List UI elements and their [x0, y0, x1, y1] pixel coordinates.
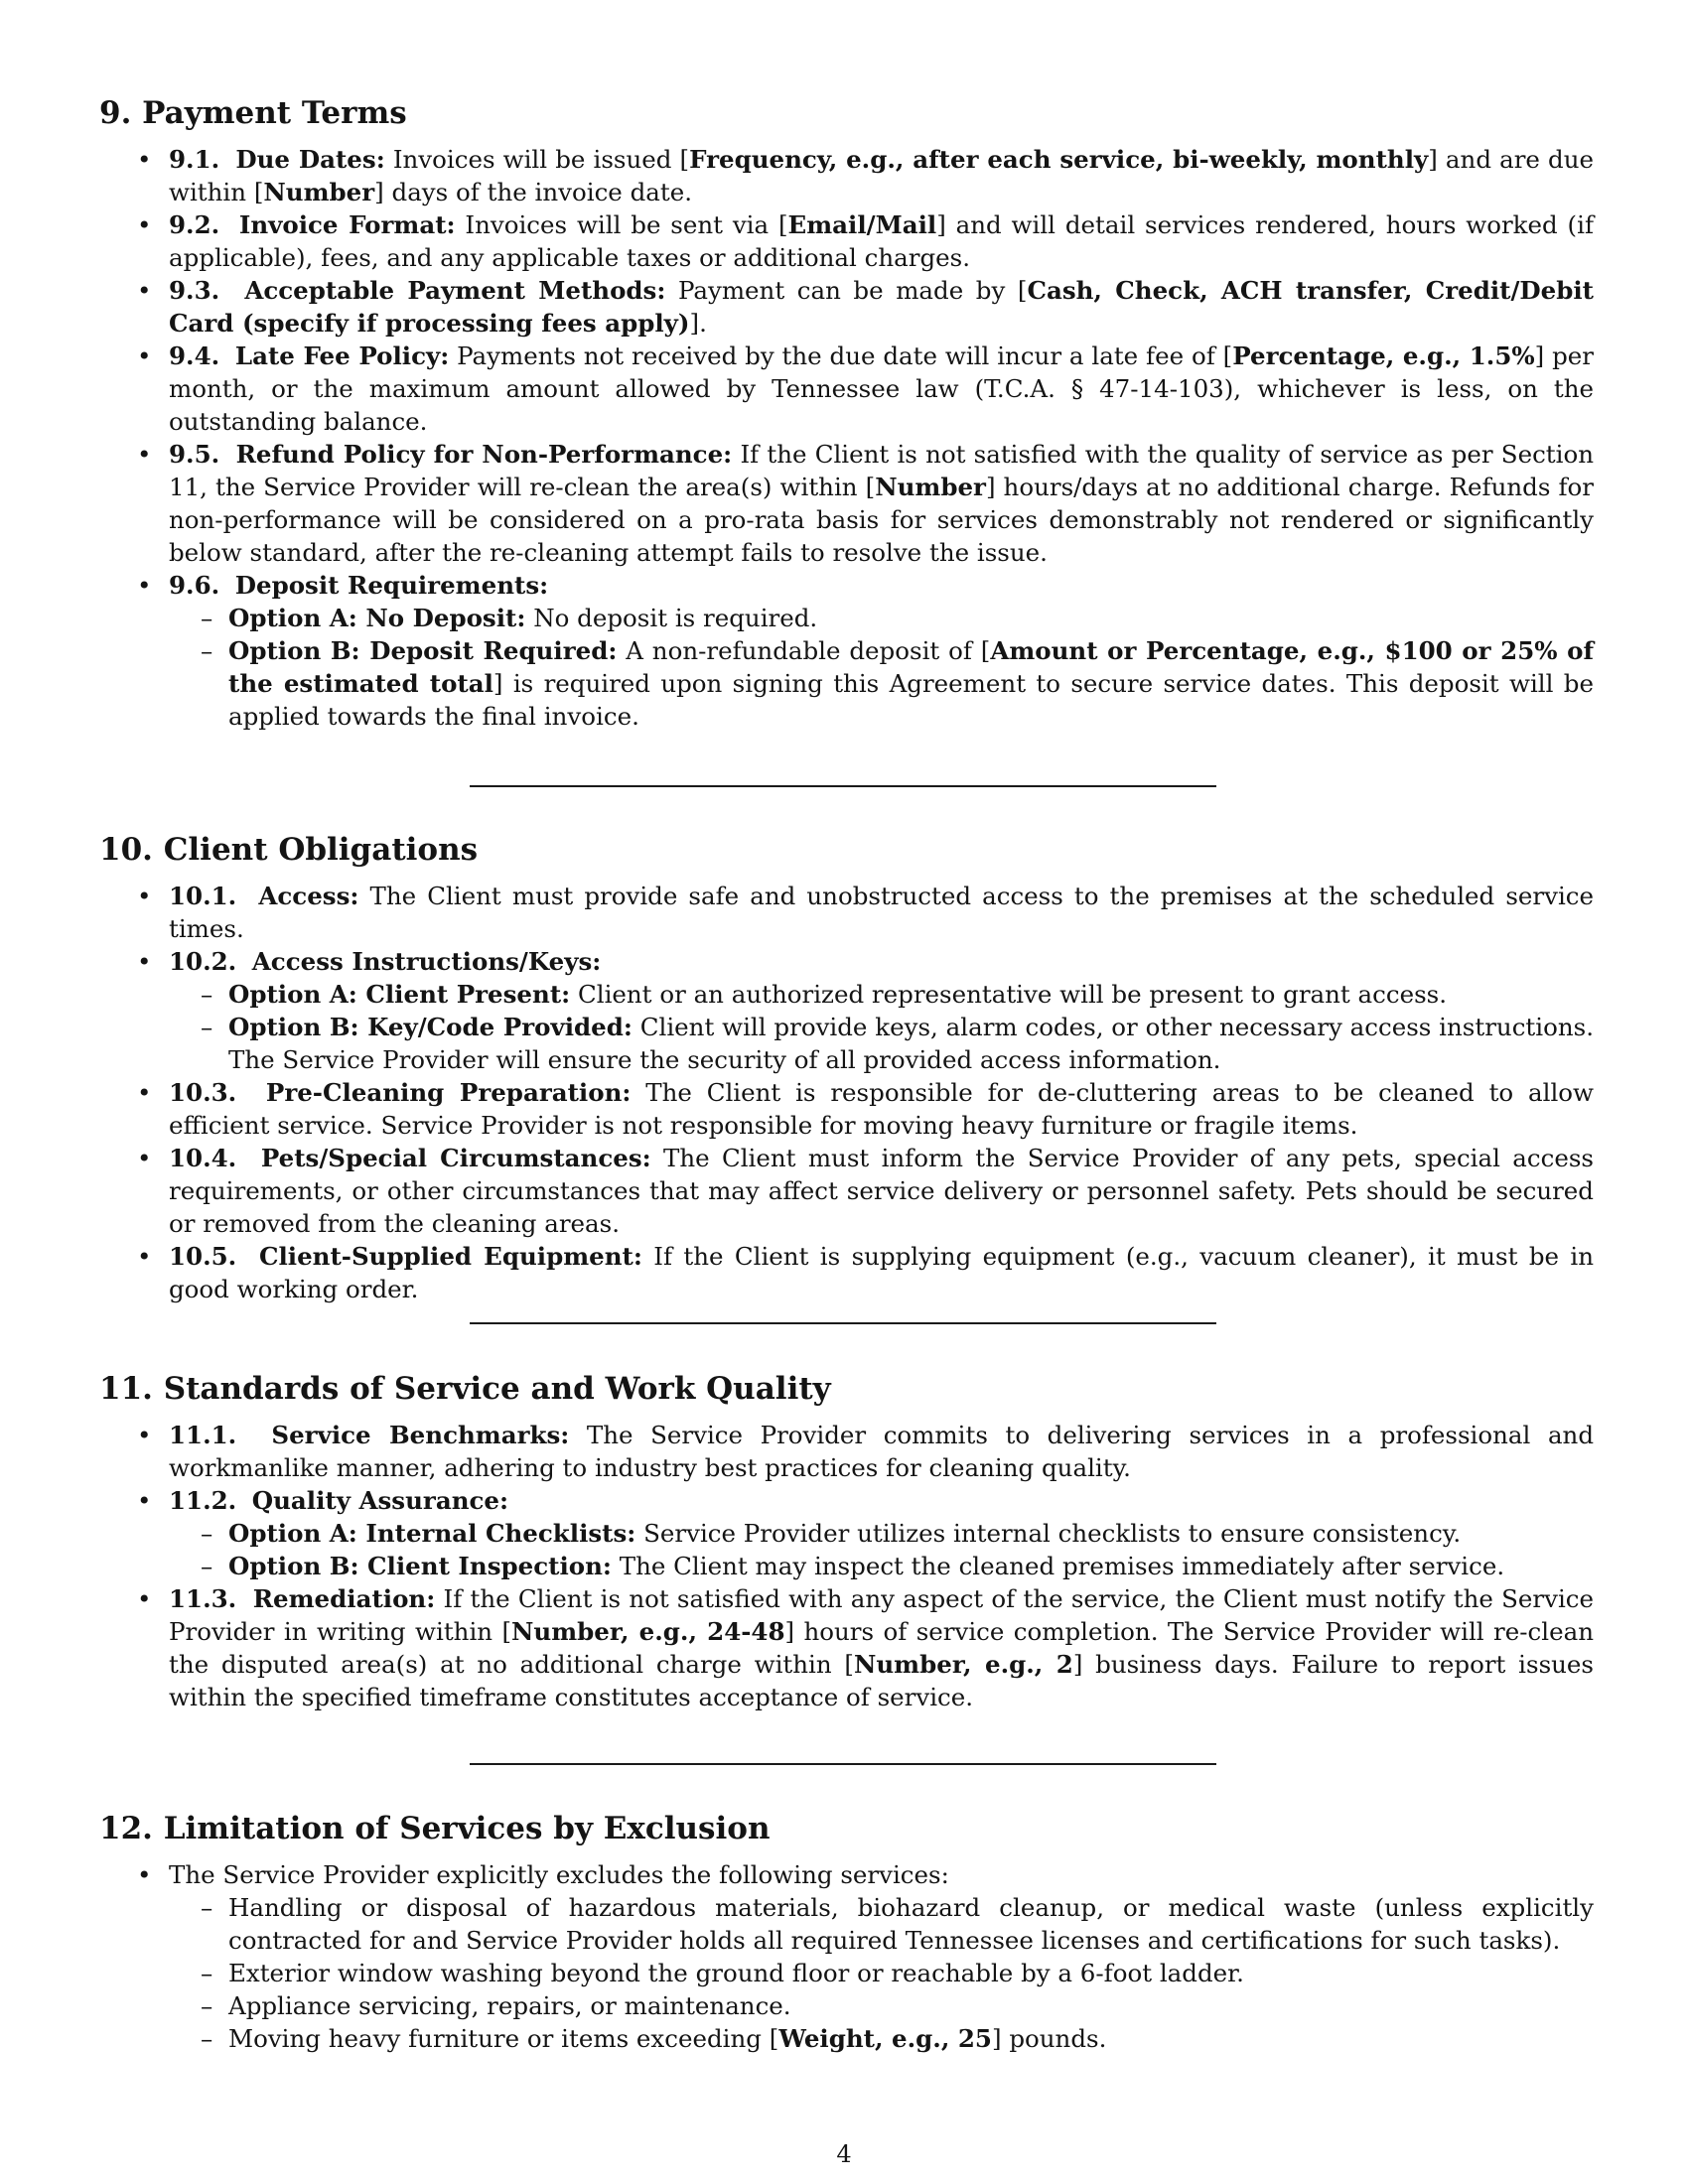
clause-10-2: • 10.2. Access Instructions/Keys: – Option A: Client Present: Client or an authorized representative will be present to grant access. – Option B: Key/Code Provided: Client will provide keys, alarm codes, or other necessary access instructions. The Service Provider will ensure the security of all provided access information.	[99, 945, 1594, 1076]
clause-11-1: • 11.1. Service Benchmarks: The Service Provider commits to delivering services in a professional and workmanlike manner, adhering to industry best practices for cleaning quality.	[99, 1419, 1594, 1484]
section-divider	[470, 1763, 1216, 1765]
section-standards-of-service	[99, 1369, 1594, 1713]
section-limitation-of-services	[99, 1809, 1594, 2055]
clause-10-5: • 10.5. Client-Supplied Equipment: If the Client is supplying equipment (e.g., vacuum cleaner), it must be in good working order.	[99, 1240, 1594, 1305]
exclusion-list	[169, 1891, 1594, 2055]
section-divider	[470, 1322, 1216, 1324]
section-heading: 9. Payment Terms	[99, 95, 407, 131]
exclusion-item: – Handling or disposal of hazardous materials, biohazard cleanup, or medical waste (unless explicitly contracted for and Service Provider holds all required Tennessee licenses and certifications for such tasks).	[169, 1891, 1594, 1957]
option-list	[169, 602, 1594, 733]
section-heading: 10. Client Obligations	[99, 832, 479, 868]
exclusion-intro: • The Service Provider explicitly excludes the following services: – Handling or disposal of hazardous materials, biohazard cleanup, or medical waste (unless explicitly contracted for and Service Provider holds all required Tennessee licenses and certifications for such tasks). – Exterior window washing beyond the ground floor or reachable by a 6-foot ladder. – Appliance servicing, repairs, or maintenance. – Moving heavy furniture or items exceeding [Weight, e.g., 25] pounds.	[99, 1858, 1594, 2055]
clause-11-3: • 11.3. Remediation: If the Client is not satisfied with any aspect of the service, the Client must notify the Service Provider in writing within [Number, e.g., 24-48] hours of service completion. The Service Provider will re-clean the disputed area(s) at no additional charge within [Number, e.g., 2] business days. Failure to report issues within the specified timeframe constitutes acceptance of service.	[99, 1582, 1594, 1713]
option-b: – Option B: Key/Code Provided: Client will provide keys, alarm codes, or other necessary access instructions. The Service Provider will ensure the security of all provided access information.	[169, 1011, 1594, 1076]
clause-9-5: • 9.5. Refund Policy for Non-Performance: If the Client is not satisfied with the quality of service as per Section 11, the Service Provider will re-clean the area(s) within [Number] hours/days at no additional charge. Refunds for non-performance will be considered on a pro-rata basis for services demonstrably not rendered or significantly below standard, after the re-cleaning attempt fails to resolve the issue.	[99, 438, 1594, 569]
clause-11-2: • 11.2. Quality Assurance: – Option A: Internal Checklists: Service Provider utilizes internal checklists to ensure consistency. – Option B: Client Inspection: The Client may inspect the cleaned premises immediately after service.	[99, 1484, 1594, 1582]
clause-9-2: • 9.2. Invoice Format: Invoices will be sent via [Email/Mail] and will detail services rendered, hours worked (if applicable), fees, and any applicable taxes or additional charges.	[99, 208, 1594, 274]
option-list	[169, 1517, 1594, 1582]
option-b: – Option B: Client Inspection: The Client may inspect the cleaned premises immediately after service.	[169, 1550, 1594, 1582]
clause-list	[99, 880, 1594, 1305]
clause-9-1: • 9.1. Due Dates: Invoices will be issued [Frequency, e.g., after each service, bi-weekly, monthly] and are due within [Number] days of the invoice date.	[99, 143, 1594, 208]
clause-list	[99, 143, 1594, 733]
option-list	[169, 978, 1594, 1076]
option-a: – Option A: Internal Checklists: Service Provider utilizes internal checklists to ensure consistency.	[169, 1517, 1594, 1550]
exclusion-item: – Exterior window washing beyond the ground floor or reachable by a 6-foot ladder.	[169, 1957, 1594, 1989]
option-a: – Option A: Client Present: Client or an authorized representative will be present to grant access.	[169, 978, 1594, 1011]
clause-list	[99, 1419, 1594, 1713]
section-heading: 12. Limitation of Services by Exclusion	[99, 1811, 771, 1846]
page-number: 4	[836, 2140, 852, 2168]
clause-9-6: • 9.6. Deposit Requirements: – Option A: No Deposit: No deposit is required. – Option B: Deposit Required: A non-refundable deposit of [Amount or Percentage, e.g., $100 or 25% of the estimated total] is required upon signing this Agreement to secure service dates. This deposit will be applied towards the final invoice.	[99, 569, 1594, 733]
section-payment-terms	[99, 93, 1594, 733]
clause-list	[99, 1858, 1594, 2055]
clause-10-4: • 10.4. Pets/Special Circumstances: The Client must inform the Service Provider of any pets, special access requirements, or other circumstances that may affect service delivery or personnel safety. Pets should be secured or removed from the cleaning areas.	[99, 1142, 1594, 1240]
clause-9-4: • 9.4. Late Fee Policy: Payments not received by the due date will incur a late fee of [Percentage, e.g., 1.5%] per month, or the maximum amount allowed by Tennessee law (T.C.A. § 47-14-103), whichever is less, on the outstanding balance.	[99, 340, 1594, 438]
clause-10-1: • 10.1. Access: The Client must provide safe and unobstructed access to the premises at the scheduled service times.	[99, 880, 1594, 945]
option-b: – Option B: Deposit Required: A non-refundable deposit of [Amount or Percentage, e.g., $100 or 25% of the estimated total] is required upon signing this Agreement to secure service dates. This deposit will be applied towards the final invoice.	[169, 634, 1594, 733]
section-client-obligations	[99, 830, 1594, 1305]
clause-9-3: • 9.3. Acceptable Payment Methods: Payment can be made by [Cash, Check, ACH transfer, Credit/Debit Card (specify if processing fees apply)].	[99, 274, 1594, 340]
section-divider	[470, 785, 1216, 787]
exclusion-item: – Appliance servicing, repairs, or maintenance.	[169, 1989, 1594, 2022]
clause-10-3: • 10.3. Pre-Cleaning Preparation: The Client is responsible for de-cluttering areas to be cleaned to allow efficient service. Service Provider is not responsible for moving heavy furniture or fragile items.	[99, 1076, 1594, 1142]
option-a: – Option A: No Deposit: No deposit is required.	[169, 602, 1594, 634]
exclusion-item: – Moving heavy furniture or items exceeding [Weight, e.g., 25] pounds.	[169, 2022, 1594, 2055]
section-heading: 11. Standards of Service and Work Quality	[99, 1371, 831, 1407]
